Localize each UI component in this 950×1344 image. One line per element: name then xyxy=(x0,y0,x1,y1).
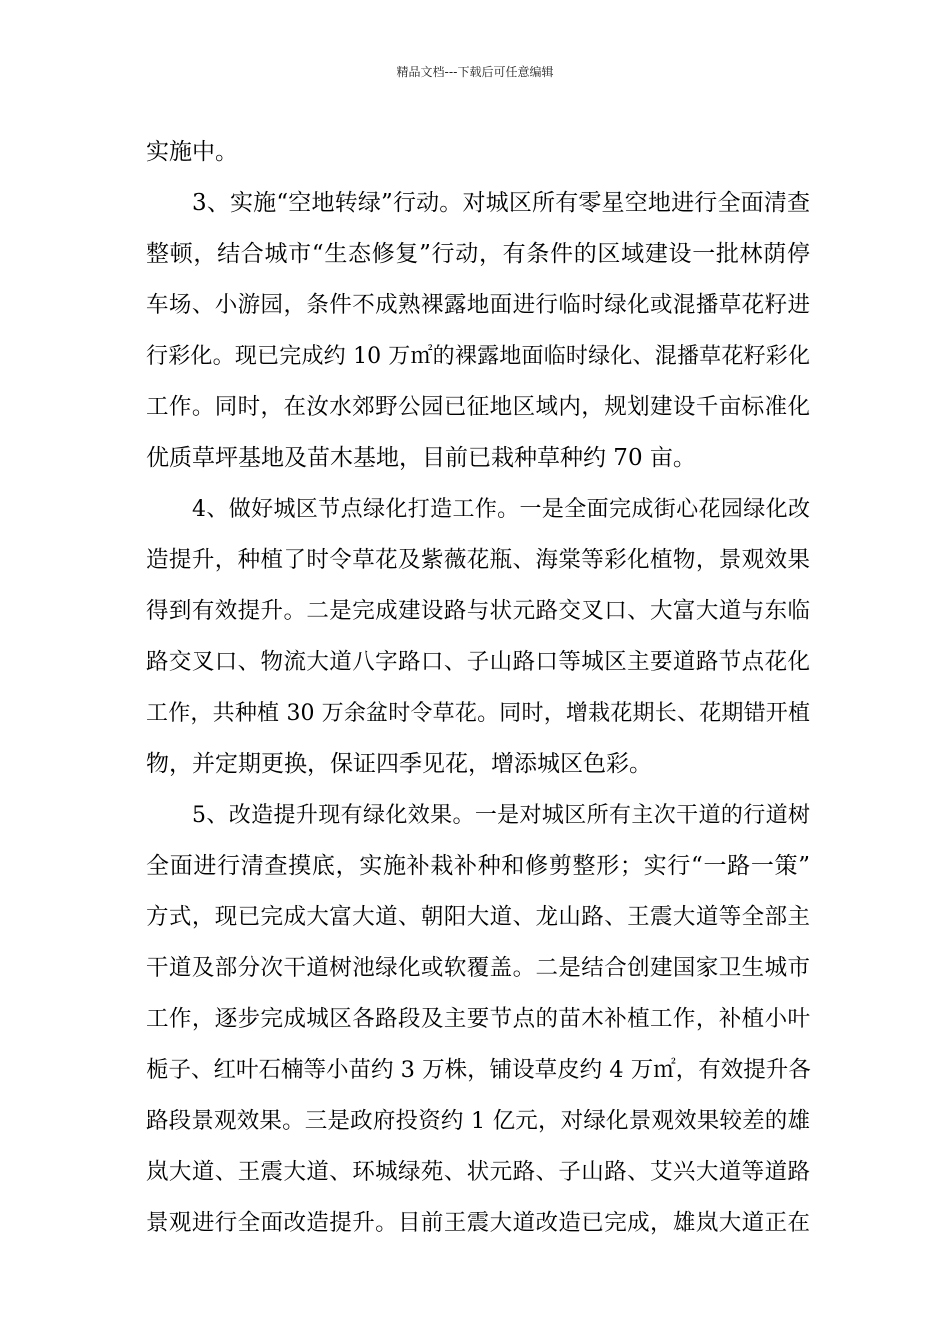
text-line: 实施中。 xyxy=(146,139,238,165)
body-text xyxy=(146,127,810,1249)
text-line: 造提升，种植了时令草花及紫薇花瓶、海棠等彩化植物，景观效果 xyxy=(146,547,810,573)
text-line: 工作，共种植 30 万余盆时令草花。同时，增栽花期长、花期错开植 xyxy=(146,701,810,726)
text-line: 5、改造提升现有绿化效果。一是对城区所有主次干道的行道树 xyxy=(192,803,810,828)
text-line: 路交叉口、物流大道八字路口、子山路口等城区主要道路节点花化 xyxy=(146,649,810,675)
page-header: 精品文档---下载后可任意编辑 xyxy=(396,65,554,79)
text-line: 物，并定期更换，保证四季见花，增添城区色彩。 xyxy=(146,751,652,777)
text-line: 路段景观效果。三是政府投资约 1 亿元，对绿化景观效果较差的雄 xyxy=(146,1108,810,1134)
text-line: 工作，逐步完成城区各路段及主要节点的苗木补植工作，补植小叶 xyxy=(146,1006,810,1032)
text-line: 行彩化。现已完成约 10 万㎡的裸露地面临时绿化、混播草花籽彩化 xyxy=(146,344,810,369)
text-line: 方式，现已完成大富大道、朝阳大道、龙山路、王震大道等全部主 xyxy=(146,904,810,930)
text-line: 干道及部分次干道树池绿化或软覆盖。二是结合创建国家卫生城市 xyxy=(146,955,810,981)
text-line: 车场、小游园，条件不成熟裸露地面进行临时绿化或混播草花籽进 xyxy=(146,292,810,318)
text-line: 4、做好城区节点绿化打造工作。一是全面完成街心花园绿化改 xyxy=(192,497,810,522)
text-line: 工作。同时，在汝水郊野公园已征地区域内，规划建设千亩标准化 xyxy=(146,394,810,420)
text-line: 景观进行全面改造提升。目前王震大道改造已完成，雄岚大道正在 xyxy=(146,1210,810,1236)
text-line: 得到有效提升。二是完成建设路与状元路交叉口、大富大道与东临 xyxy=(146,598,810,624)
text-line: 岚大道、王震大道、环城绿苑、状元路、子山路、艾兴大道等道路 xyxy=(146,1159,810,1185)
text-line: 优质草坪基地及苗木基地，目前已栽种草种约 70 亩。 xyxy=(146,445,696,471)
text-line: 整顿，结合城市“生态修复”行动，有条件的区域建设一批林荫停 xyxy=(146,241,810,267)
text-line: 栀子、红叶石楠等小苗约 3 万株，铺设草皮约 4 万㎡，有效提升各 xyxy=(146,1057,811,1083)
text-line: 3、实施“空地转绿”行动。对城区所有零星空地进行全面清查 xyxy=(192,190,810,216)
text-line: 全面进行清查摸底，实施补栽补种和修剪整形；实行“一路一策” xyxy=(146,853,810,879)
